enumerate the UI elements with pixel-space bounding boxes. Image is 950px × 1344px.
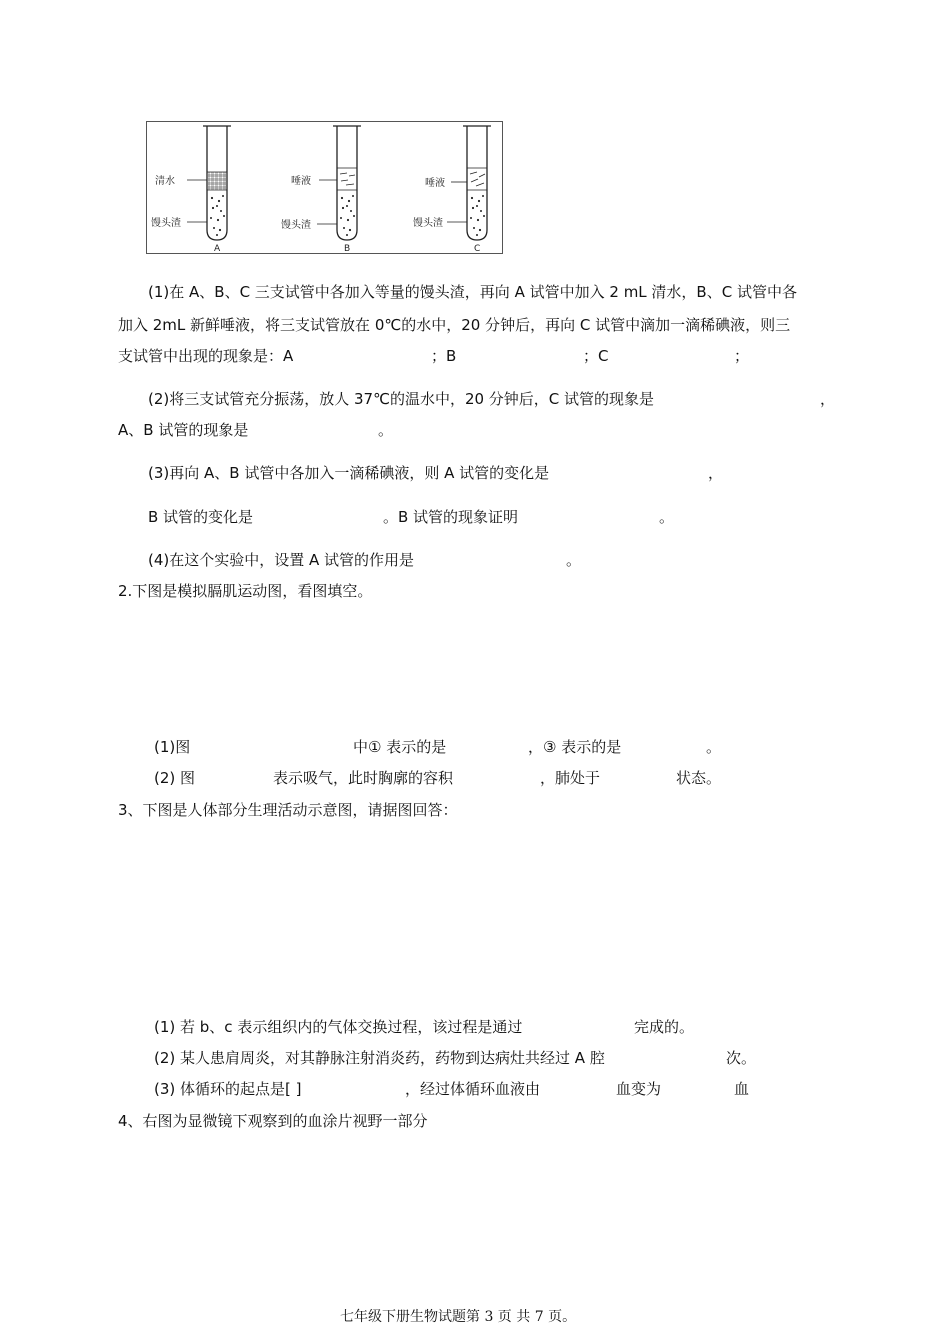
- tube-c-liquid-label: 唾液: [425, 178, 445, 189]
- tube-b-solid-label: 馒头渣: [281, 220, 311, 231]
- q3-s3-b: ，经过体循环血液由: [405, 1080, 541, 1098]
- tube-a: [151, 126, 231, 253]
- tube-c: [413, 126, 491, 253]
- tube-b: [281, 126, 361, 253]
- q1-p1-line1: (1)在 A、B、C 三支试管中各加入等量的馒头渣，再向 A 试管中加入 2 mL 清水，B、C 试管中各: [148, 283, 797, 301]
- tube-b-letter: B: [344, 244, 351, 253]
- tube-c-solid-label: 馒头渣: [413, 218, 443, 229]
- q3-s1-b: 完成的。: [634, 1018, 695, 1036]
- q1-p2-line2-b: 。: [378, 421, 394, 439]
- q2-s1-d: 。: [706, 738, 722, 756]
- q1-p3-line2-b: 。B 试管的现象证明: [383, 508, 519, 526]
- q1-p2-line1-a: (2)将三支试管充分振荡，放人 37℃的温水中，20 分钟后，C 试管的现象是: [148, 390, 655, 408]
- q2-title: 2.下图是模拟膈肌运动图，看图填空。: [118, 582, 373, 600]
- q1-p3-line2-a: B 试管的变化是: [148, 508, 254, 526]
- q2-s1-c: ，③ 表示的是: [528, 738, 622, 756]
- q3-s3-c: 血变为: [616, 1080, 662, 1098]
- q1-p2-line1-b: ，: [820, 390, 836, 408]
- page-footer: 七年级下册生物试题第 3 页 共 7 页。: [340, 1309, 577, 1325]
- tube-c-letter: C: [474, 244, 481, 253]
- q3-title: 3、下图是人体部分生理活动示意图，请据图回答：: [118, 801, 458, 819]
- q2-s2-c: ，肺处于: [540, 769, 601, 787]
- q2-s1-b: 中① 表示的是: [353, 738, 447, 756]
- q3-s2-a: (2) 某人患肩周炎，对其静脉注射消炎药，药物到达病灶共经过 A 腔: [154, 1049, 605, 1067]
- q3-s3-a: (3) 体循环的起点是[ ]: [154, 1080, 302, 1098]
- q2-s2-a: (2) 图: [154, 769, 196, 787]
- q2-s2-b: 表示吸气，此时胸廓的容积: [273, 769, 454, 787]
- q3-s1-a: (1) 若 b、c 表示组织内的气体交换过程，该过程是通过: [154, 1018, 523, 1036]
- q3-s2-b: 次。: [726, 1049, 757, 1067]
- tube-a-solid-label: 馒头渣: [151, 218, 181, 229]
- q1-p1-line2: 加入 2mL 新鲜唾液，将三支试管放在 0℃的水中，20 分钟后，再向 C 试管中滴加一滴稀碘液，则三: [118, 316, 791, 334]
- tube-b-liquid-label: 唾液: [291, 176, 311, 187]
- q1-p4-b: 。: [566, 551, 582, 569]
- q1-p4-a: (4)在这个实验中，设置 A 试管的作用是: [148, 551, 415, 569]
- tube-a-liquid-label: 清水: [155, 176, 175, 187]
- q1-p1-line3-b: ；B: [431, 347, 457, 365]
- q1-p1-line3-a: 支试管中出现的现象是：A: [118, 347, 294, 365]
- q1-p2-line2-a: A、B 试管的现象是: [118, 421, 249, 439]
- q1-p1-line3-c: ；C: [583, 347, 609, 365]
- test-tube-diagram: [147, 122, 502, 253]
- test-tube-figure: [146, 121, 503, 254]
- q2-s2-d: 状态。: [676, 769, 722, 787]
- tube-a-letter: A: [214, 244, 221, 253]
- q3-s3-d: 血: [734, 1080, 750, 1098]
- q1-p3-line1-a: (3)再向 A、B 试管中各加入一滴稀碘液，则 A 试管的变化是: [148, 464, 550, 482]
- q4-title: 4、右图为显微镜下观察到的血涂片视野一部分: [118, 1112, 428, 1130]
- q2-s1-a: (1)图: [154, 738, 191, 756]
- q1-p1-line3-d: ；: [734, 347, 750, 365]
- q1-p3-line1-b: ，: [708, 464, 724, 482]
- q1-p3-line2-c: 。: [659, 508, 675, 526]
